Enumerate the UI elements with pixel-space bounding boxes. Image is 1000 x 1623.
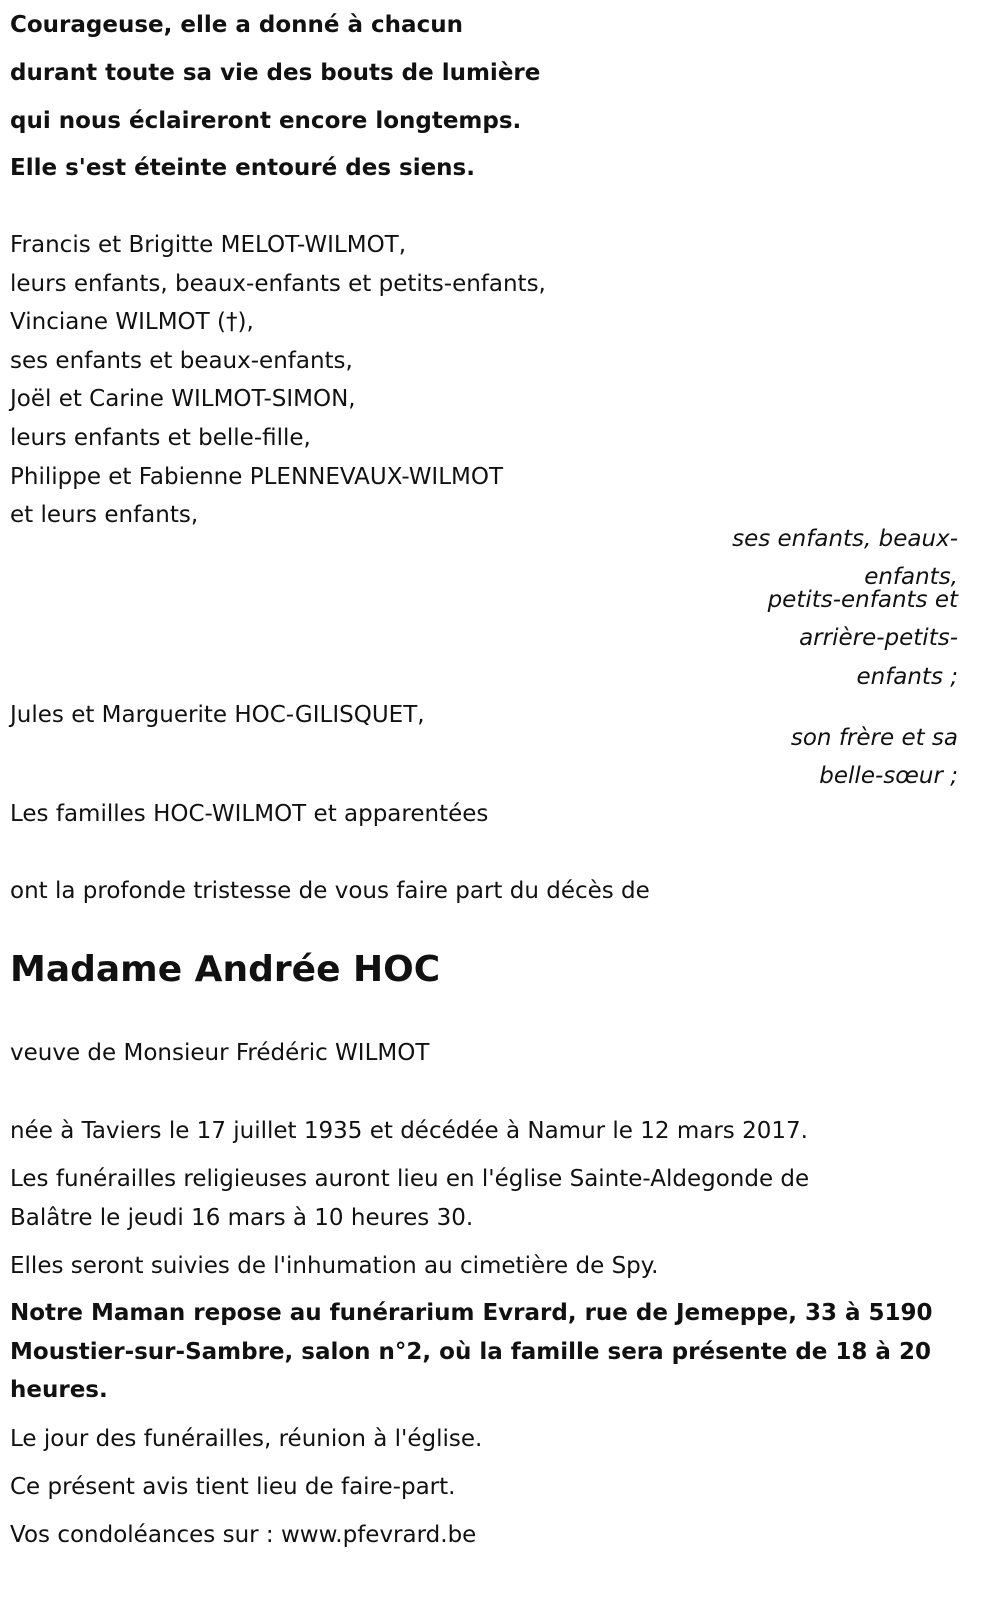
sibling-line: Jules et Marguerite HOC-GILISQUET, [10,702,425,728]
funerarium-line: Notre Maman repose au funérarium Evrard, rue de Jemeppe, 33 à 5190 [10,1300,933,1326]
burial: Elles seront suivies de l'inhumation au cimetière de Spy. [10,1253,659,1279]
family-role: ses enfants, beaux- [732,526,958,552]
family-line: leurs enfants et belle-fille, [10,425,311,451]
birth-death: née à Taviers le 17 juillet 1935 et décédée à Namur le 12 mars 2017. [10,1118,808,1144]
intro-line: Courageuse, elle a donné à chacun [10,12,463,38]
family-role: arrière-petits- [799,625,958,651]
intro-line: Elle s'est éteinte entouré des siens. [10,155,475,181]
family-line: ses enfants et beaux-enfants, [10,348,353,374]
families-line: Les familles HOC-WILMOT et apparentées [10,801,489,827]
family-line: Joël et Carine WILMOT-SIMON, [10,386,356,412]
family-line: leurs enfants, beaux-enfants et petits-enfants, [10,271,546,297]
sibling-role: son frère et sa [790,725,958,751]
funeral-line: Les funérailles religieuses auront lieu en l'église Sainte-Aldegonde de [10,1166,810,1192]
family-line: Philippe et Fabienne PLENNEVAUX-WILMOT [10,464,504,490]
sibling-role: belle-sœur ; [819,763,958,789]
family-role: enfants ; [856,664,958,690]
meeting: Le jour des funérailles, réunion à l'église. [10,1426,483,1452]
deceased-name: Madame Andrée HOC [10,949,441,990]
funerarium-line: Moustier-sur-Sambre, salon n°2, où la famille sera présente de 18 à 20 [10,1339,931,1365]
family-role: enfants, [864,564,958,590]
intro-line: qui nous éclaireront encore longtemps. [10,108,522,134]
funeral-line: Balâtre le jeudi 16 mars à 10 heures 30. [10,1205,474,1231]
family-line: et leurs enfants, [10,502,199,528]
notice: Ce présent avis tient lieu de faire-part. [10,1474,456,1500]
condolences: Vos condoléances sur : www.pfevrard.be [10,1522,477,1548]
family-line: Francis et Brigitte MELOT-WILMOT, [10,232,407,258]
widow-of: veuve de Monsieur Frédéric WILMOT [10,1040,430,1066]
family-role: petits-enfants et [767,587,958,613]
intro-line: durant toute sa vie des bouts de lumière [10,60,541,86]
funerarium-line: heures. [10,1377,108,1403]
announcement: ont la profonde tristesse de vous faire part du décès de [10,878,650,904]
family-line: Vinciane WILMOT (†), [10,309,254,335]
